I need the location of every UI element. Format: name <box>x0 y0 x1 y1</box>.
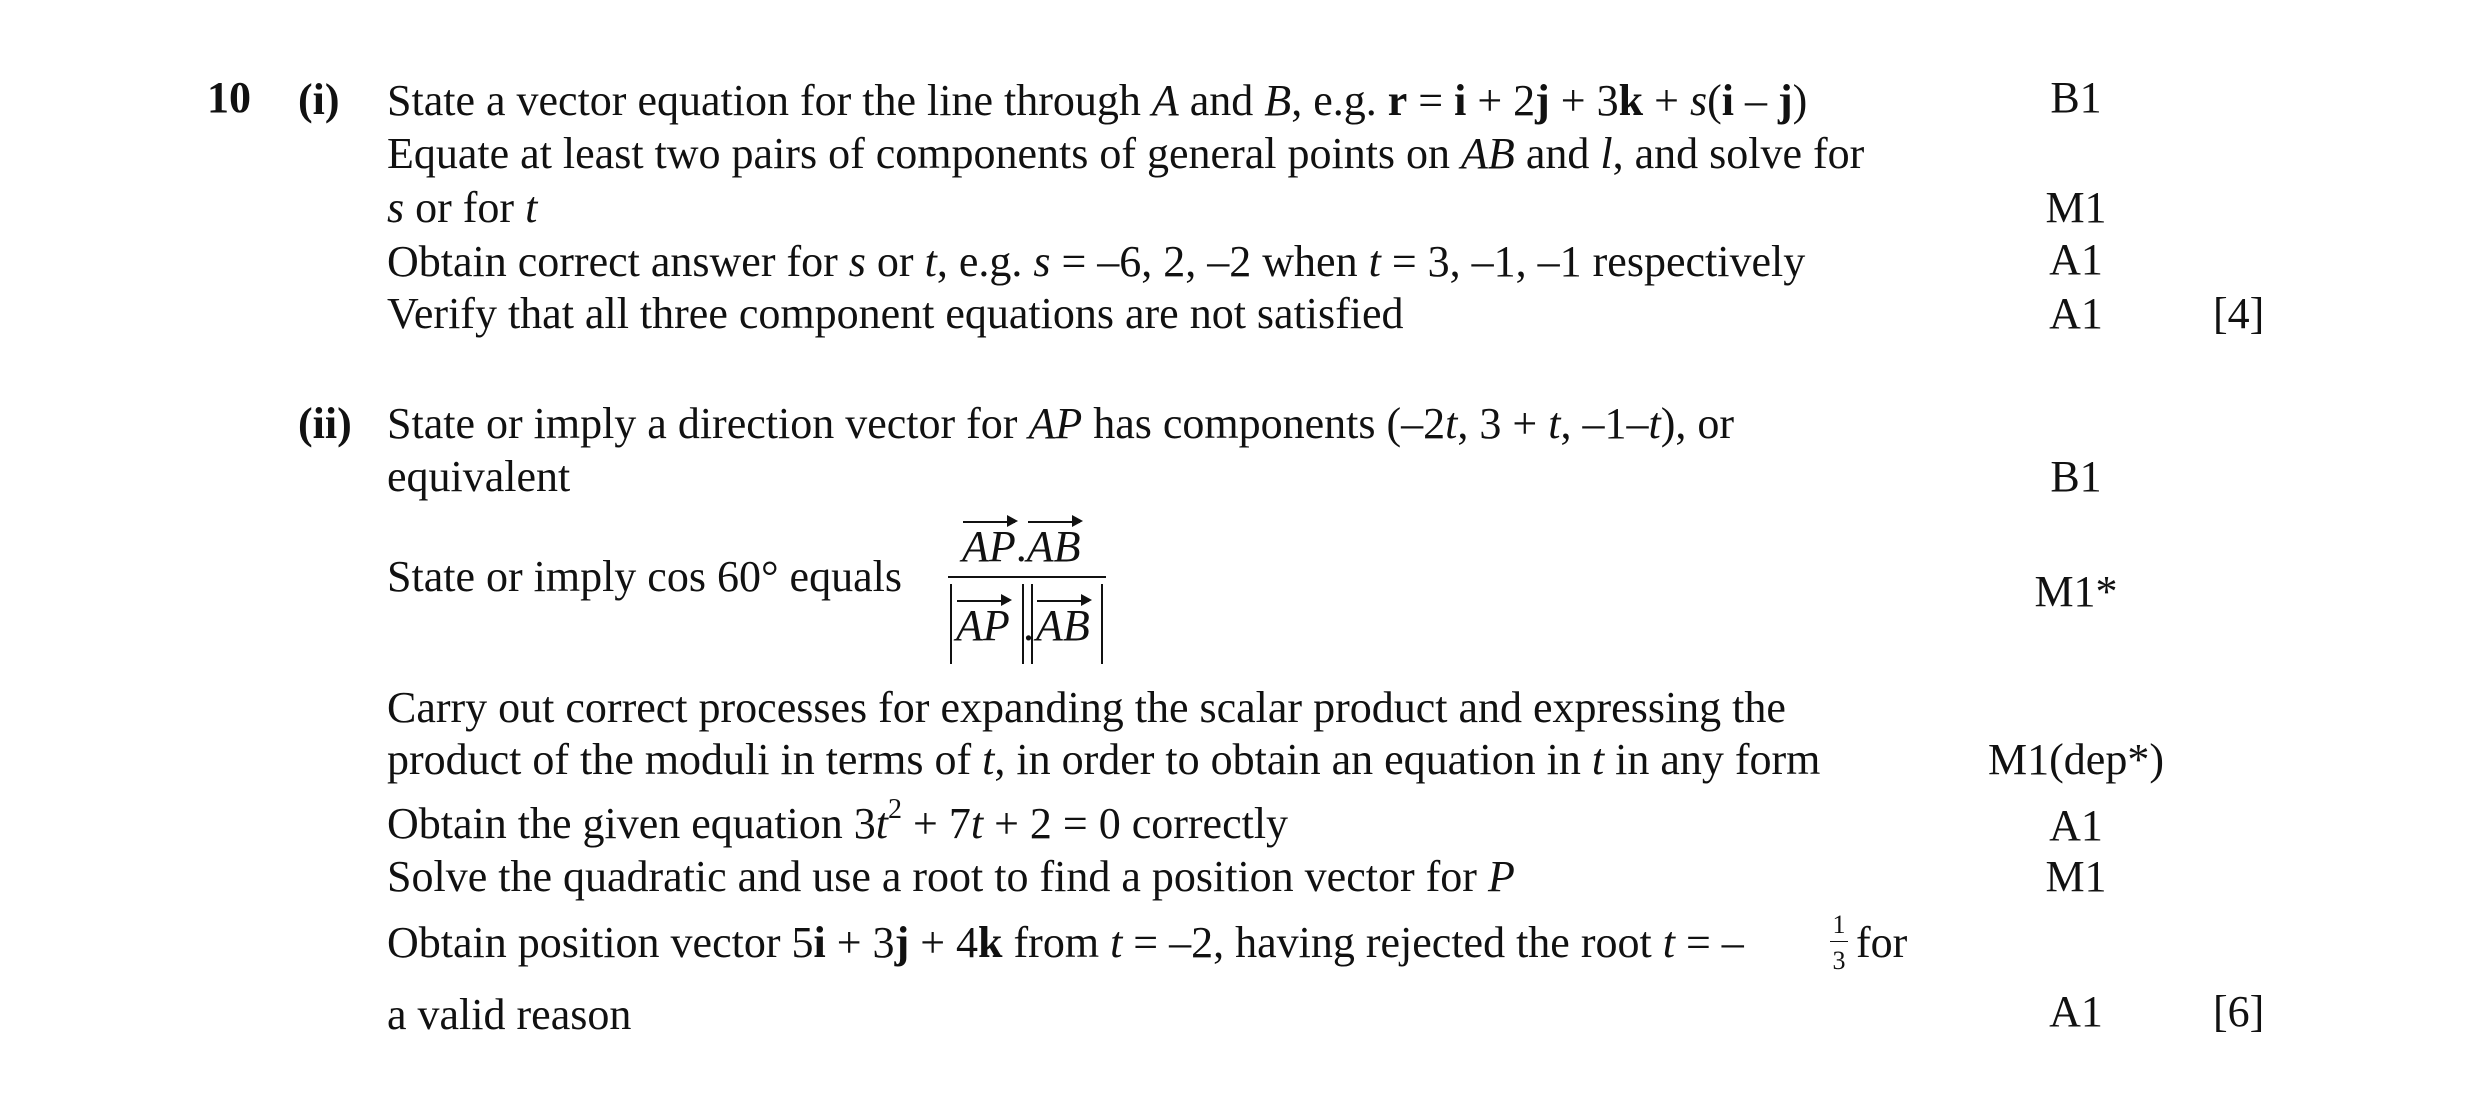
small-fraction-numerator: 1 <box>1832 910 1846 939</box>
part-ii-line-5: Obtain the given equation $3t^2 + 7t + 2 = 0$ correctly <box>387 794 1289 848</box>
part-i-label: (i) <box>298 75 340 124</box>
fraction-denominator-right <box>1036 601 1090 650</box>
fraction-denominator-left <box>956 601 1010 650</box>
vector-ab-modulus: AB <box>1036 601 1090 650</box>
mark-b1-part-i: B1 <box>2050 73 2102 122</box>
part-ii-line-4: product of the moduli in terms of t, in order to obtain an equation in t in any form <box>387 735 1821 784</box>
cos-statement: State or imply cos 60° equals <box>387 552 902 601</box>
fraction-numerator <box>962 522 1081 571</box>
modulus-bar <box>950 584 952 664</box>
mark-a1-part-i-1: A1 <box>2049 235 2103 284</box>
mark-m1-part-ii: M1 <box>2045 852 2107 901</box>
modulus-bar <box>1101 584 1103 664</box>
fraction-line <box>948 576 1106 578</box>
vector-ap-modulus: AP <box>956 601 1010 650</box>
part-ii-line-8: a valid reason <box>387 990 632 1039</box>
mark-a1-part-ii-1: A1 <box>2049 801 2103 850</box>
mark-m1-star: M1* <box>2034 567 2118 616</box>
dot-operator: . <box>1015 522 1027 571</box>
part-ii-line-7: Obtain position vector 5i + 3j + 4k from t = –2, having rejected the root t = – <box>387 918 1744 967</box>
small-fraction-denominator: 3 <box>1832 946 1846 975</box>
part-ii-line-7-end: for <box>1856 918 1908 967</box>
part-ii-line-6: Solve the quadratic and use a root to find a position vector for P <box>387 852 1515 901</box>
denominator-dot: . <box>1023 601 1034 650</box>
vector-ab: AB <box>1026 522 1081 571</box>
mark-m1-part-i: M1 <box>2045 183 2107 232</box>
part-i-total: [4] <box>2213 289 2265 338</box>
part-i-line-4: Obtain correct answer for s or t, e.g. s = –6, 2, –2 when t = 3, –1, –1 respectively <box>387 237 1806 286</box>
part-ii-line-2: equivalent <box>387 452 571 501</box>
part-i-line-3: s or for t <box>387 183 538 232</box>
part-i-line-2: Equate at least two pairs of components of general points on AB and l, and solve for <box>387 129 1865 178</box>
part-ii-label: (ii) <box>298 399 352 448</box>
part-i-line-1: State a vector equation for the line through A and B, e.g. r = i + 2j + 3k + s(i – j) <box>387 76 1808 125</box>
question-number: 10 <box>207 73 251 122</box>
part-ii-line-3: Carry out correct processes for expanding the scalar product and expressing the <box>387 683 1786 732</box>
part-ii-total: [6] <box>2213 987 2265 1036</box>
mark-a1-part-ii-2: A1 <box>2049 987 2103 1036</box>
part-i-line-5: Verify that all three component equations are not satisfied <box>387 289 1404 338</box>
mark-a1-part-i-2: A1 <box>2049 289 2103 338</box>
mark-m1-dep: M1(dep*) <box>1988 735 2164 784</box>
part-ii-line-1: State or imply a direction vector for AP has components (–2t, 3 + t, –1–t), or <box>387 399 1735 448</box>
mark-b1-part-ii: B1 <box>2050 452 2102 501</box>
vector-ap: AP <box>962 522 1016 571</box>
small-fraction-line <box>1830 941 1848 942</box>
